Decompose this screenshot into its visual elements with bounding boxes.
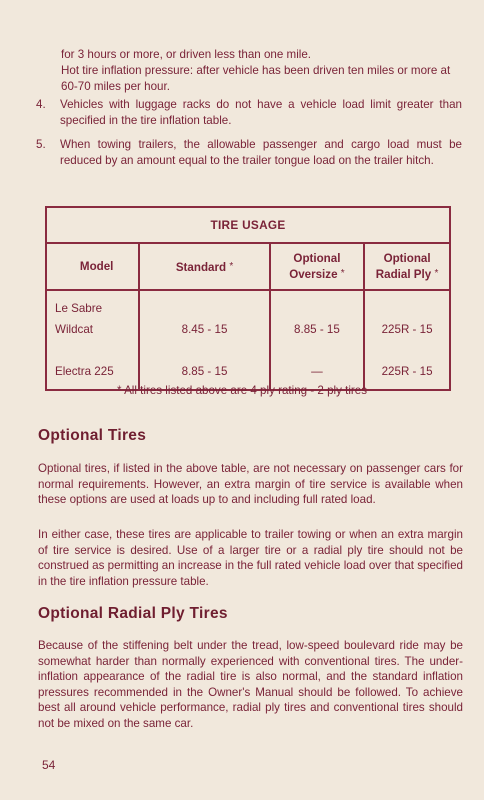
- list-item-4: [36, 97, 462, 128]
- model-le-sabre: Le Sabre: [55, 302, 103, 315]
- cell-spacer: [365, 298, 449, 319]
- cell-spacer: [271, 340, 363, 361]
- table-header-row: [46, 243, 450, 290]
- header-optional-oversize: [270, 243, 364, 290]
- header-oversize-label: Oversize: [289, 268, 338, 281]
- radial-column: [364, 290, 450, 390]
- radial-ply-para-1: Because of the stiffening belt under the tread, low-speed boulevard ride may be somewhat harder than normally experienced with conventional tires. The under-inflation appearance of the radial tire is also normal, and the standard inflation pressures recommended in the Owner's Manual should be followed. To achieve best all around vehicle performance, radial ply tires and conventional tires should not be mixed on the same car.: [38, 639, 463, 730]
- heading-optional-tires: Optional Tires: [38, 427, 147, 444]
- standard-electra: 8.85 - 15: [181, 365, 228, 378]
- header-radial-label: Radial Ply: [375, 268, 432, 281]
- standard-wildcat: 8.45 - 15: [181, 323, 228, 336]
- table-title: TIRE USAGE: [46, 207, 450, 243]
- list-number: 5.: [36, 138, 46, 151]
- header-optional-label: Optional: [383, 252, 431, 265]
- tire-usage-table: [45, 206, 451, 391]
- optional-tires-para-2: In either case, these tires are applicable to trailer towing or when an extra margin of tire service is desired. Use of a larger tire or a radial ply tire should not be construed as permitting an increase in the full rated vehicle load over that specified in the tire inflation pressure table.: [38, 528, 463, 588]
- radial-wildcat: 225R - 15: [381, 323, 433, 336]
- intro-line-1: for 3 hours or more, or driven less than one mile.: [61, 48, 312, 61]
- model-electra: Electra 225: [55, 365, 114, 378]
- oversize-electra: —: [311, 365, 323, 378]
- header-model-label: Model: [79, 260, 114, 273]
- cell-spacer: [271, 298, 363, 319]
- list-text: When towing trailers, the allowable passenger and cargo load must be reduced by an amount equal to the trailer tongue load on the trailer hitch.: [60, 138, 462, 167]
- header-optional-label: Optional: [293, 252, 341, 265]
- header-standard-label: Standard: [175, 260, 227, 274]
- heading-optional-radial-ply-tires: Optional Radial Ply Tires: [38, 605, 228, 622]
- footnote-star: *: [340, 268, 345, 279]
- oversize-column: [270, 290, 364, 390]
- table-footnote: * All tires listed above are 4 ply rating - 2 ply tires: [116, 384, 368, 397]
- footnote-star: *: [434, 268, 439, 279]
- list-number: 4.: [36, 98, 46, 111]
- model-column: [46, 290, 139, 390]
- intro-line-2: Hot tire inflation pressure: after vehicle has been driven ten miles or more at 60-70 miles per hour.: [61, 64, 451, 93]
- model-spacer: [55, 340, 138, 361]
- cell-spacer: [140, 340, 268, 361]
- list-text: Vehicles with luggage racks do not have a vehicle load limit greater than specified in the tire inflation table.: [60, 98, 462, 127]
- page-number: 54: [42, 758, 56, 772]
- table-body-row: [46, 290, 450, 390]
- list-item-5: [36, 137, 462, 168]
- standard-column: [139, 290, 269, 390]
- optional-tires-para-1: Optional tires, if listed in the above table, are not necessary on passenger cars for normal requirements. However, an extra margin of tire service is available when these options are used at loads up to and including full rated load.: [38, 462, 463, 506]
- oversize-wildcat: 8.85 - 15: [294, 323, 340, 336]
- cell-spacer: [365, 340, 449, 361]
- footnote-star: *: [229, 260, 234, 272]
- header-optional-radial: [364, 243, 450, 290]
- header-standard: [139, 243, 269, 290]
- model-wildcat: Wildcat: [55, 323, 94, 336]
- header-model: [46, 243, 139, 290]
- cell-spacer: [140, 298, 268, 319]
- radial-electra: 225R - 15: [381, 365, 433, 378]
